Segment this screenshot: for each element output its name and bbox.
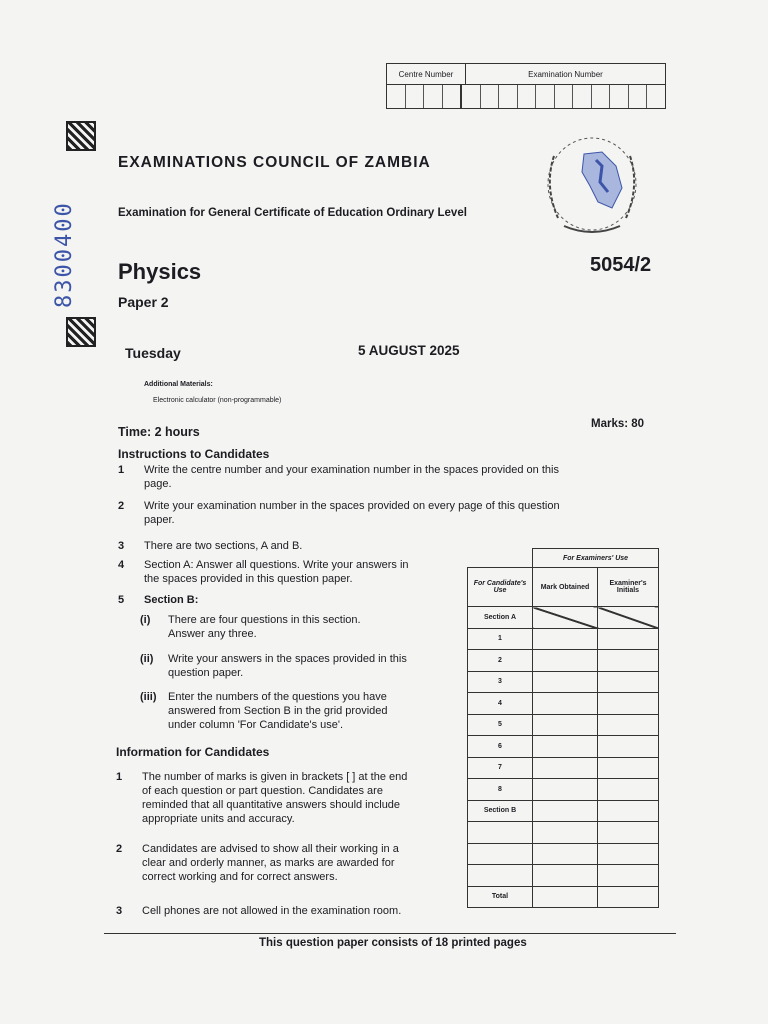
section-b-sub-item: (i) There are four questions in this section. Answer any three. xyxy=(140,614,361,640)
examination-number-label: Examination Number xyxy=(528,69,603,79)
centre-number-label: Centre Number xyxy=(387,64,466,84)
qr-code-bottom xyxy=(66,317,96,347)
exam-date: 5 AUGUST 2025 xyxy=(358,343,460,358)
total-marks: Marks: 80 xyxy=(591,418,645,430)
table-row xyxy=(468,865,659,887)
table-row: Section B xyxy=(468,800,659,822)
qr-code-top xyxy=(66,121,96,151)
examiners-use-caption: For Examiners' Use xyxy=(533,549,659,568)
instruction-item: 1 Write the centre number and your examination number in the spaces provided on this page. xyxy=(118,464,559,490)
exam-level: Examination for General Certificate of Education Ordinary Level xyxy=(118,207,467,219)
examiner-use-table xyxy=(467,548,659,908)
footer-divider xyxy=(104,933,676,934)
section-b-sub-item: (iii) Enter the numbers of the questions you have answered from Section B in the grid provided under column 'For Candidate's use'. xyxy=(140,691,388,731)
table-row: 1 xyxy=(468,628,659,650)
council-name: EXAMINATIONS COUNCIL OF ZAMBIA xyxy=(118,154,431,171)
table-row: 2 xyxy=(468,650,659,672)
table-row: 4 xyxy=(468,693,659,715)
coat-of-arms-emblem xyxy=(524,126,660,246)
information-item: 1 The number of marks is given in brackets [ ] at the end of each question or part question. Candidates are reminded that all quantitative answers should include appropriate units and accuracy. xyxy=(116,771,408,825)
subject-title: Physics xyxy=(118,259,202,284)
mark-obtained-header: Mark Obtained xyxy=(533,568,598,607)
paper-code: 5054/2 xyxy=(590,254,652,276)
table-row: Section A xyxy=(468,607,659,629)
table-row: 7 xyxy=(468,757,659,779)
section-b-sub-item: (ii) Write your answers in the spaces provided in this question paper. xyxy=(140,653,407,679)
paper-number: Paper 2 xyxy=(118,294,169,310)
candidate-use-header: For Candidate's Use xyxy=(468,568,533,607)
information-item: 3 Cell phones are not allowed in the examination room. xyxy=(116,905,402,917)
table-row: 6 xyxy=(468,736,659,758)
instructions-heading: Instructions to Candidates xyxy=(118,447,270,461)
number-entry-cells[interactable] xyxy=(387,85,665,108)
instruction-item: 2 Write your examination number in the spaces provided on every page of this question paper. xyxy=(118,500,560,526)
barcode-number: 8300400 xyxy=(52,201,77,308)
table-row: 5 xyxy=(468,714,659,736)
additional-materials-label: Additional Materials: xyxy=(144,381,213,388)
table-row: 3 xyxy=(468,671,659,693)
examiner-initials-header: Examiner's Initials xyxy=(598,568,659,607)
table-row xyxy=(468,843,659,865)
page-count-footer: This question paper consists of 18 printed pages xyxy=(259,937,527,949)
instruction-item: 3 There are two sections, A and B. xyxy=(118,540,303,552)
additional-materials: Electronic calculator (non-programmable) xyxy=(153,397,282,404)
exam-time: Time: 2 hours xyxy=(118,425,200,439)
instruction-item: 4 Section A: Answer all questions. Write your answers in the spaces provided in this question paper. xyxy=(118,559,409,585)
instruction-item: 5 Section B: xyxy=(118,594,199,606)
candidate-number-boxes xyxy=(386,63,666,109)
information-item: 2 Candidates are advised to show all their working in a clear and orderly manner, as marks are awarded for correct working and for correct answers. xyxy=(116,843,399,883)
information-heading: Information for Candidates xyxy=(116,745,270,759)
table-row xyxy=(468,822,659,844)
table-row: 8 xyxy=(468,779,659,801)
table-row: Total xyxy=(468,886,659,908)
exam-day: Tuesday xyxy=(125,345,181,361)
